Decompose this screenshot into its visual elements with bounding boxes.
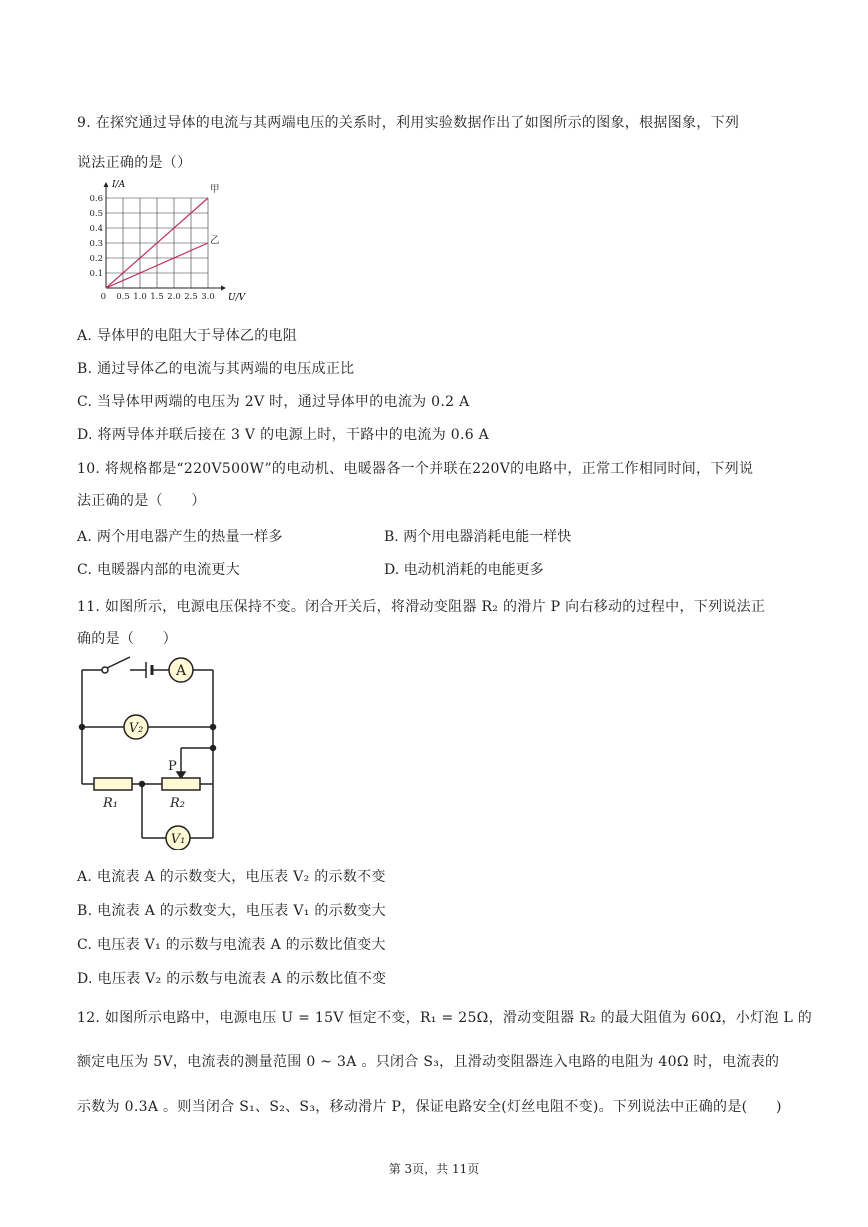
series-label: 乙 (210, 235, 220, 246)
q10-option-a: A. 两个用电器产生的热量一样多 (77, 529, 283, 545)
r2-label: R₂ (170, 796, 185, 811)
v1-label: V₁ (170, 832, 186, 847)
q10-option-c: C. 电暖器内部的电流更大 (77, 562, 241, 578)
iu-chart (78, 175, 248, 305)
junction-dot (211, 746, 216, 751)
y-tick-label: 0.5 (89, 209, 103, 219)
x-axis-arrow (221, 286, 226, 291)
q9-stem-line2: 说法正确的是（） (77, 155, 192, 171)
series-label: 甲 (210, 184, 220, 195)
y-tick-label: 0.2 (89, 254, 103, 264)
x-tick-label: 0 (100, 292, 106, 302)
q12-line1: 12. 如图所示电路中，电源电压 U = 15V 恒定不变，R₁ = 25Ω，滑动变阻器 R₂ 的最大阻值为 60Ω，小灯泡 L 的 (77, 1010, 813, 1026)
q11-option-c: C. 电压表 V₁ 的示数与电流表 A 的示数比值变大 (77, 937, 386, 953)
x-tick-label: 1.5 (150, 292, 164, 302)
q11-option-b: B. 电流表 A 的示数变大，电压表 V₁ 的示数变大 (77, 903, 386, 919)
q11-stem-line2: 确的是（ ） (77, 631, 178, 647)
v2-label: V₂ (128, 721, 144, 736)
chart-y-axis-label: I/A (112, 180, 126, 190)
x-tick-label: 3.0 (201, 292, 215, 302)
junction-dot (211, 725, 216, 730)
q9-option-c: C. 当导体甲两端的电压为 2V 时，通过导体甲的电流为 0.2 A (77, 394, 470, 410)
page-footer: 第 3页，共 11页 (388, 1162, 480, 1176)
junction-dot (80, 725, 85, 730)
y-tick-label: 0.4 (89, 224, 103, 234)
r1-label: R₁ (103, 796, 118, 811)
y-axis-arrow (104, 182, 109, 187)
q9-option-a: A. 导体甲的电阻大于导体乙的电阻 (77, 328, 298, 344)
chart-x-axis-label: U/V (228, 293, 246, 303)
q9-option-b: B. 通过导体乙的电流与其两端的电压成正比 (77, 361, 355, 377)
q11-circuit-diagram (70, 650, 230, 850)
slider-arrow (177, 772, 185, 778)
x-tick-label: 2.5 (184, 292, 198, 302)
y-tick-label: 0.3 (89, 239, 103, 249)
slider-p-label: P (168, 759, 177, 774)
q9-stem-line1: 9. 在探究通过导体的电流与其两端电压的关系时，利用实验数据作出了如图所示的图象，根据图象，下列 (77, 115, 740, 131)
y-tick-label: 0.6 (89, 194, 103, 204)
ammeter-label: A (175, 663, 187, 679)
x-tick-label: 1.0 (133, 292, 147, 302)
q10-option-b: B. 两个用电器消耗电能一样快 (384, 529, 572, 545)
q9-option-d: D. 将两导体并联后接在 3 V 的电源上时，干路中的电流为 0.6 A (77, 427, 490, 443)
chart-x-ticks (101, 292, 215, 302)
q10-stem-line1: 10. 将规格都是“220V500W”的电动机、电暖器各一个并联在220V的电路中，正常工作相同时间，下列说 (77, 461, 754, 477)
q12-line3: 示数为 0.3A 。则当闭合 S₁、S₂、S₃，移动滑片 P，保证电路安全(灯丝电阻不变)。下列说法中正确的是( ) (77, 1099, 782, 1115)
chart-y-ticks (89, 194, 103, 279)
resistor-r2 (162, 778, 200, 790)
x-tick-label: 2.0 (167, 292, 181, 302)
q11-option-d: D. 电压表 V₂ 的示数与电流表 A 的示数比值不变 (77, 971, 387, 987)
switch-lever (107, 657, 130, 668)
resistor-r1 (94, 778, 132, 790)
y-tick-label: 0.1 (89, 269, 103, 279)
q12-line2: 额定电压为 5V，电流表的测量范围 0 ~ 3A 。只闭合 S₃，且滑动变阻器连入电路的电阻为 40Ω 时，电流表的 (77, 1054, 780, 1070)
q10-stem-line2: 法正确的是（ ） (77, 493, 206, 509)
x-tick-label: 0.5 (116, 292, 130, 302)
q11-stem-line1: 11. 如图所示，电源电压保持不变。闭合开关后，将滑动变阻器 R₂ 的滑片 P 向右移动的过程中，下列说法正 (77, 599, 766, 615)
q11-option-a: A. 电流表 A 的示数变大，电压表 V₂ 的示数不变 (77, 869, 386, 885)
q10-option-d: D. 电动机消耗的电能更多 (384, 562, 544, 578)
